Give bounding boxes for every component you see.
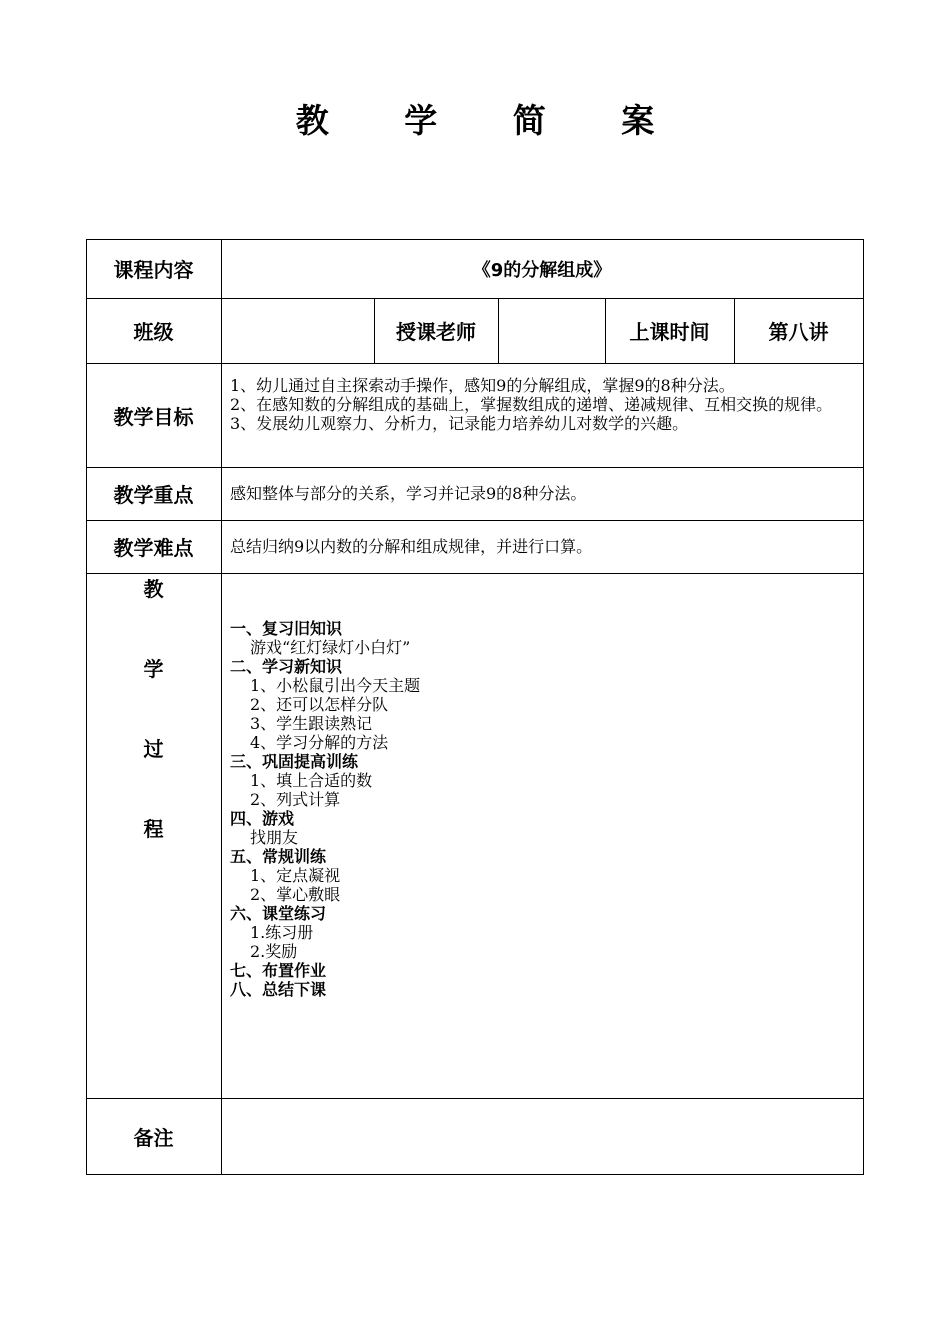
table-border bbox=[86, 1174, 864, 1175]
key-point-text: 感知整体与部分的关系，学习并记录9的8种分法。 bbox=[230, 484, 587, 503]
key-point-label: 教学重点 bbox=[113, 483, 194, 507]
process-step: 1、小松鼠引出今天主题 bbox=[250, 676, 421, 695]
page-title: 教 学 简 案 bbox=[295, 101, 687, 140]
process-step: 3、学生跟读熟记 bbox=[250, 714, 373, 733]
goals-text bbox=[230, 376, 857, 433]
difficulty-text: 总结归纳9以内数的分解和组成规律，并进行口算。 bbox=[230, 537, 593, 556]
goal-item: 1、幼儿通过自主探索动手操作，感知9的分解组成，掌握9的8种分法。 bbox=[230, 376, 735, 395]
process-step: 4、学习分解的方法 bbox=[250, 733, 389, 752]
course-title: 《9的分解组成》 bbox=[472, 259, 612, 281]
teacher-label: 授课老师 bbox=[396, 320, 476, 344]
difficulty-label: 教学难点 bbox=[113, 536, 194, 560]
process-section-heading: 八、总结下课 bbox=[230, 980, 327, 999]
process-section-heading: 三、巩固提高训练 bbox=[230, 752, 359, 771]
table-border bbox=[863, 239, 864, 1175]
process-step: 2、列式计算 bbox=[250, 790, 341, 809]
goal-item: 3、发展幼儿观察力、分析力，记录能力培养幼儿对数学的兴趣。 bbox=[230, 414, 689, 433]
process-label-char: 程 bbox=[143, 817, 164, 841]
notes-label: 备注 bbox=[133, 1125, 174, 1150]
notes-value bbox=[221, 1098, 863, 1174]
class-value bbox=[221, 298, 374, 363]
process-step: 找朋友 bbox=[250, 828, 299, 847]
goal-item: 2、在感知数的分解组成的基础上，掌握数组成的递增、递减规律、互相交换的规律。 bbox=[230, 395, 833, 414]
process-section-heading: 七、布置作业 bbox=[230, 961, 327, 980]
process-section-heading: 四、游戏 bbox=[230, 809, 295, 828]
process-label bbox=[86, 574, 221, 894]
process-section-heading: 六、课堂练习 bbox=[230, 904, 327, 923]
process-step: 2、还可以怎样分队 bbox=[250, 695, 389, 714]
process-section-heading: 一、复习旧知识 bbox=[230, 619, 343, 638]
process-label-char: 学 bbox=[143, 657, 164, 681]
process-steps bbox=[230, 619, 850, 999]
goals-label: 教学目标 bbox=[113, 404, 194, 429]
process-section-heading: 五、常规训练 bbox=[230, 847, 327, 866]
time-label: 上课时间 bbox=[629, 320, 710, 344]
process-step: 游戏“红灯绿灯小白灯” bbox=[250, 638, 411, 657]
process-label-char: 教 bbox=[143, 577, 164, 601]
lesson-plan-table bbox=[86, 239, 864, 1175]
process-step: 1、定点凝视 bbox=[250, 866, 341, 885]
teacher-value bbox=[498, 298, 605, 363]
course-label: 课程内容 bbox=[113, 258, 194, 282]
process-step: 2.奖励 bbox=[250, 942, 298, 961]
table-divider bbox=[221, 239, 222, 1175]
process-step: 1.练习册 bbox=[250, 923, 314, 942]
process-step: 1、填上合适的数 bbox=[250, 771, 373, 790]
process-step: 2、掌心敷眼 bbox=[250, 885, 341, 904]
class-label: 班级 bbox=[133, 320, 174, 344]
time-value: 第八讲 bbox=[768, 320, 829, 344]
process-section-heading: 二、学习新知识 bbox=[230, 657, 343, 676]
process-label-char: 过 bbox=[143, 737, 164, 761]
